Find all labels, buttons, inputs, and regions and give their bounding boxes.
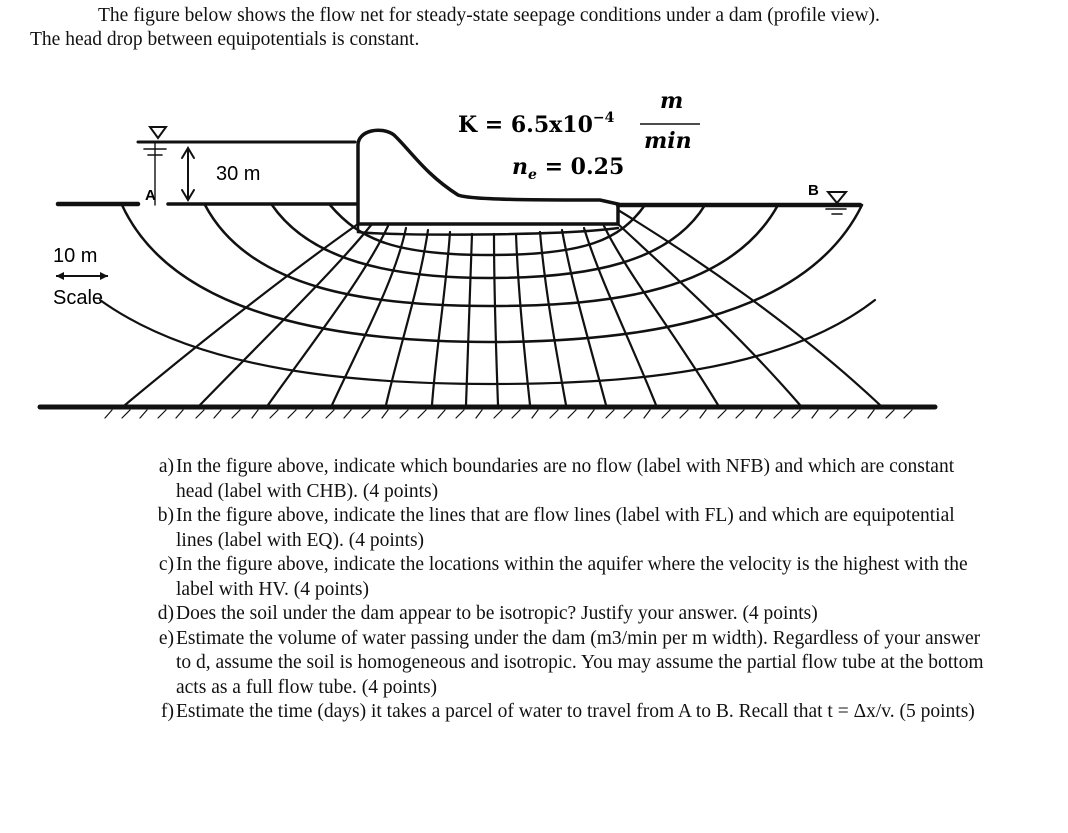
question-label: d) (157, 603, 174, 624)
equipotential-line-11 (562, 230, 606, 405)
point-a-label: A (145, 187, 156, 204)
equipotential-line-9 (516, 234, 530, 405)
intro-line-1: The figure below shows the flow net for steady-state seepage conditions under a dam (profile view). (98, 5, 880, 26)
head-label: 30 m (216, 163, 261, 185)
equipotential-line-10 (540, 232, 566, 405)
question-label: b) (157, 505, 174, 526)
question-c (134, 553, 994, 602)
scale-arrow-right (100, 272, 108, 280)
scale-label: Scale (53, 287, 104, 309)
k-exponent: −4 (592, 110, 615, 126)
k-label: K = 6.5x10 (458, 112, 593, 138)
question-label: e) (158, 627, 174, 649)
base-hatching (105, 410, 912, 418)
question-label: c) (158, 554, 174, 575)
ne-value: = 0.25 (536, 154, 625, 180)
upstream-water-triangle (150, 127, 166, 138)
question-label: f) (161, 701, 174, 722)
problem-intro (30, 4, 1040, 52)
equipotential-line-8 (494, 234, 498, 405)
question-text: Does the soil under the dam appear to be isotropic? Justify your answer. (4 points) (176, 603, 818, 624)
k-unit-denominator: min (644, 128, 692, 154)
scale-arrow-left (56, 272, 64, 280)
ne-label: n (512, 154, 528, 180)
question-text: In the figure above, indicate the locations within the aquifer where the velocity is the highest with the label with HV. (4 points) (176, 554, 968, 600)
question-f (134, 700, 994, 725)
flow-net-figure (0, 80, 1068, 450)
intro-line-2: The head drop between equipotentials is constant. (30, 29, 420, 50)
question-text: Estimate the time (days) it takes a parcel of water to travel from A to B. Recall that t = Δx/v. (5 points) (176, 701, 975, 722)
ne-formula (512, 154, 624, 183)
k-unit-numerator: m (660, 88, 684, 114)
question-b (134, 504, 994, 553)
question-list (134, 455, 994, 725)
equipotential-line-3 (268, 226, 388, 405)
k-formula (458, 110, 615, 138)
downstream-water-triangle (828, 192, 846, 203)
ne-subscript: e (528, 167, 537, 183)
question-text: In the figure above, indicate the lines that are flow lines (label with FL) and which are equipotential lines (label with EQ). (4 points) (176, 505, 955, 551)
equipotential-line-1 (125, 224, 358, 405)
question-text: In the figure above, indicate which boundaries are no flow (label with NFB) and which are constant head (label with CHB). (4 points) (176, 456, 955, 502)
question-e (134, 627, 994, 701)
question-a (134, 455, 994, 504)
question-text: Estimate the volume of water passing under the dam (m3/min per m width). Regardless of your answer to d, assume the soil is homogeneous and isotropic. You may assume the partial flow tube at the bottom acts as a full flow tube. (4 points) (176, 627, 984, 698)
equipotential-line-6 (432, 232, 450, 405)
point-b-label: B (808, 182, 819, 199)
question-d (134, 602, 994, 627)
equipotential-line-7 (466, 234, 472, 405)
scale-value: 10 m (53, 245, 98, 267)
equipotential-line-5 (386, 230, 428, 405)
question-label: a) (158, 456, 174, 477)
